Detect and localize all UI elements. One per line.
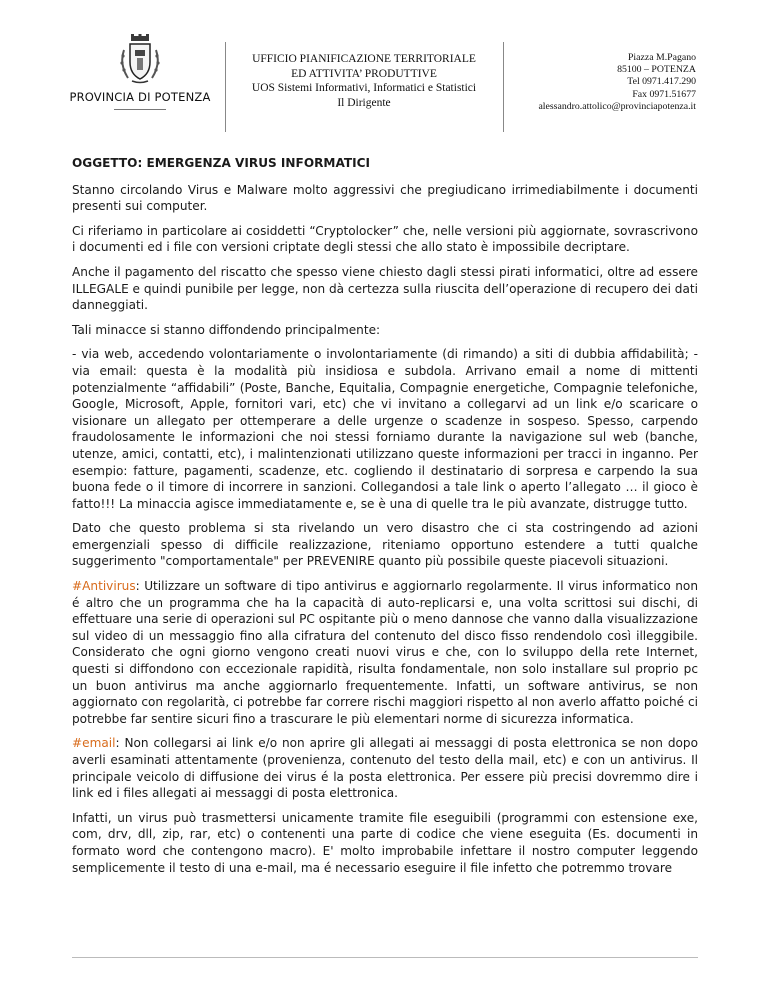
header-divider-left: [225, 42, 226, 132]
contact-address: Piazza M.Pagano: [627, 52, 696, 63]
email-paragraph: [72, 735, 698, 801]
threat-email: - via email: questa è la modalità più insidiosa e subdola. Arrivano email a nome di mittenti potenzialmente “affidabili” (Poste, Banche, Equitalia, Compagnie energetiche, Compagnie telefoniche, Google, Microsoft, Apple, fornitori vari, etc) che vi invitano a collegarvi ad un link e/o scaricare o visionare un allegato per ottemperare a delle urgenze o scadenze in sospeso. Spesso, carpendo fraudolosamente le informazioni che noi stessi forniamo durante la navigazione sul web (banche, utenze, amici, contatti, etc), i malintenzionati utilizzano queste informazioni per tracci in inganno. Per esempio: fatture, pagamenti, scadenze, etc. cogliendo il destinatario di sorpresa e carpendo la sua buona fede o il timore di incorrere in sanzioni. Collegandosi a tale link o aperto l’allegato … il gioco è fatto!!! La minaccia agisce immediatamente e, se è una di quelle tra le più avanzate, distrugge tutto.: [72, 347, 698, 511]
threat-web: - via web, accedendo volontariamente o involontariamente (di rimando) a siti di dubbia affidabilità;: [72, 347, 689, 362]
hashtag-email: #email: [72, 736, 116, 751]
document-body: [72, 145, 698, 884]
office-line: Il Dirigente: [337, 96, 391, 109]
paragraph: Tali minacce si stanno diffondendo principalmente:: [72, 322, 381, 337]
document-subject: OGGETTO: EMERGENZA VIRUS INFORMATICI: [72, 156, 370, 170]
contact-city: 85100 – POTENZA: [617, 64, 696, 76]
organization-name: PROVINCIA DI POTENZA: [69, 90, 211, 104]
office-line: ED ATTIVITA’ PRODUTTIVE: [291, 67, 437, 80]
contact-phone: Tel 0971.417.290: [627, 76, 696, 88]
email-text: : Non collegarsi ai link e/o non aprire gli allegati ai messaggi di posta elettronica se non dopo averli esaminati attentamente (provenienza, contenuto del testo della mail, etc) e con un antivirus. Il principale veicolo di diffusione dei virus é la posta elettronica. Per essere più precisi dovremmo dire i link ed i files allegati ai messaggi di posta elettronica.: [72, 736, 698, 801]
office-line: UFFICIO PIANIFICAZIONE TERRITORIALE: [252, 53, 476, 65]
contact-block: [476, 52, 696, 113]
paragraph: Infatti, un virus può trasmettersi unicamente tramite file eseguibili (programmi con estensione exe, com, drv, dll, zip, rar, etc) o contenenti una parte di codice che viene eseguita (Es. documenti in formato word che contengono macro). E' molto improbabile infettare il nostro computer leggendo semplicemente il testo di una e-mail, ma é necessario eseguire il file infetto che potremmo trovare: [72, 810, 698, 875]
header-logo: [60, 34, 220, 110]
paragraph: Stanno circolando Virus e Malware molto aggressivi che pregiudicano irrimediabilmente i documenti presenti sui computer.: [72, 182, 698, 214]
office-line: UOS Sistemi Informativi, Informatici e Statistici: [251, 82, 477, 94]
hashtag-antivirus: #Antivirus: [72, 579, 136, 594]
antivirus-paragraph: [72, 578, 698, 727]
paragraph: Ci riferiamo in particolare ai cosiddetti “Cryptolocker” che, nelle versioni più aggiornate, sovrascrivono i documenti ed i file con versioni criptate degli stessi che allo stato è impossibile decriptare.: [72, 223, 698, 255]
paragraph: Dato che questo problema si sta rivelando un vero disastro che ci sta costringendo ad azioni emergenziali spesso di difficile realizzazione, riteniamo opportuno estendere a tutti qualche suggerimento "comportamentale" per PREVENIRE quanto più possibile queste piacevoli situazioni.: [72, 521, 698, 569]
footer-divider: [72, 957, 698, 958]
threat-vectors-paragraph: [72, 346, 698, 512]
contact-email[interactable]: alessandro.attolico@provinciapotenza.it: [538, 100, 696, 112]
paragraph: Anche il pagamento del riscatto che spesso viene chiesto dagli stessi pirati informatici, oltre ad essere ILLEGALE e quindi punibile per legge, non dà certezza sulla riuscita dell’operazione di recupero dei dati danneggiati.: [72, 264, 698, 313]
office-heading: [228, 52, 500, 110]
provincial-coat-of-arms-icon: [118, 34, 162, 84]
contact-fax: Fax 0971.51677: [632, 88, 696, 100]
logo-divider: [114, 109, 166, 110]
antivirus-text: : Utilizzare un software di tipo antivirus e aggiornarlo regolarmente. Il virus informatico non é altro che un programma che ha la capacità di auto-replicarsi e, una volta scrittosi sui dischi, di effettuare una serie di operazioni sul PC ospitante più o meno dannose che vanno dalla visualizzazione sul video di un messaggio fino alla cifratura del contenuto del disco fisso rendendolo così illeggibile. Considerato che ogni giorno vengono creati nuovi virus e che, con lo sviluppo della rete Internet, questi si diffondono con eccezionale rapidità, risulta fondamentale, non solo installare sul proprio pc un buon antivirus ma anche aggiornarlo frequentemente. Infatti, un software antivirus, se non aggiornato con regolarità, ci potrebbe far correre rischi maggiori rispetto al non averlo affatto poiché ci potrebbe far sentire sicuri fino a trascurare le più elementari norme di sicurezza informatica.: [72, 579, 698, 726]
